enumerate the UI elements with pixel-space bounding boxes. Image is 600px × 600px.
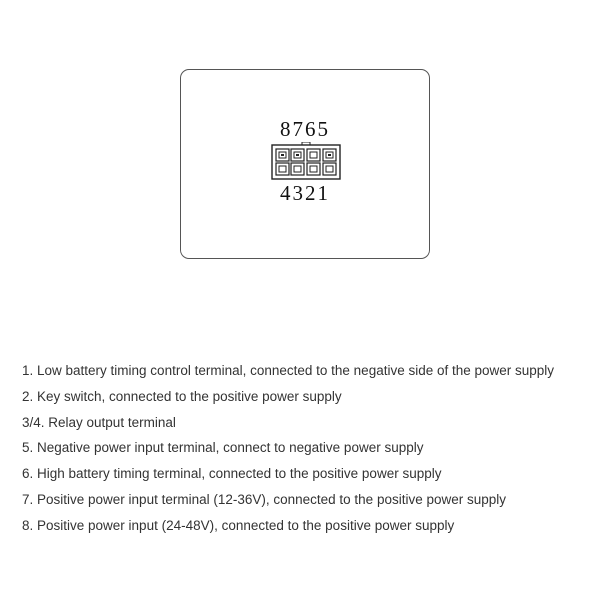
pin-2	[307, 163, 320, 175]
top-pin-numbers: 8765	[280, 117, 330, 141]
note-pin-8: 8. Positive power input (24-48V), connected to the positive power supply	[22, 517, 455, 533]
note-pin-6: 6. High battery timing terminal, connected to the positive power supply	[22, 466, 442, 482]
pin-3	[291, 163, 304, 175]
pin-4	[276, 163, 289, 175]
pin-7	[291, 149, 304, 161]
note-pin-3-4: 3/4. Relay output terminal	[22, 414, 176, 430]
pin-description-list	[22, 358, 554, 539]
pin-8	[276, 149, 289, 161]
note-pin-5: 5. Negative power input terminal, connect to negative power supply	[22, 440, 424, 456]
pin-5	[323, 149, 336, 161]
note-pin-1: 1. Low battery timing control terminal, connected to the negative side of the power supply	[22, 363, 555, 378]
device-panel	[180, 69, 430, 259]
eight-pin-connector-icon	[271, 142, 341, 180]
bottom-pin-numbers: 4321	[280, 181, 330, 205]
note-pin-2: 2. Key switch, connected to the positive power supply	[22, 388, 342, 404]
note-pin-7: 7. Positive power input terminal (12-36V), connected to the positive power supply	[22, 491, 507, 507]
pin-6	[307, 149, 320, 161]
pin-1	[323, 163, 336, 175]
